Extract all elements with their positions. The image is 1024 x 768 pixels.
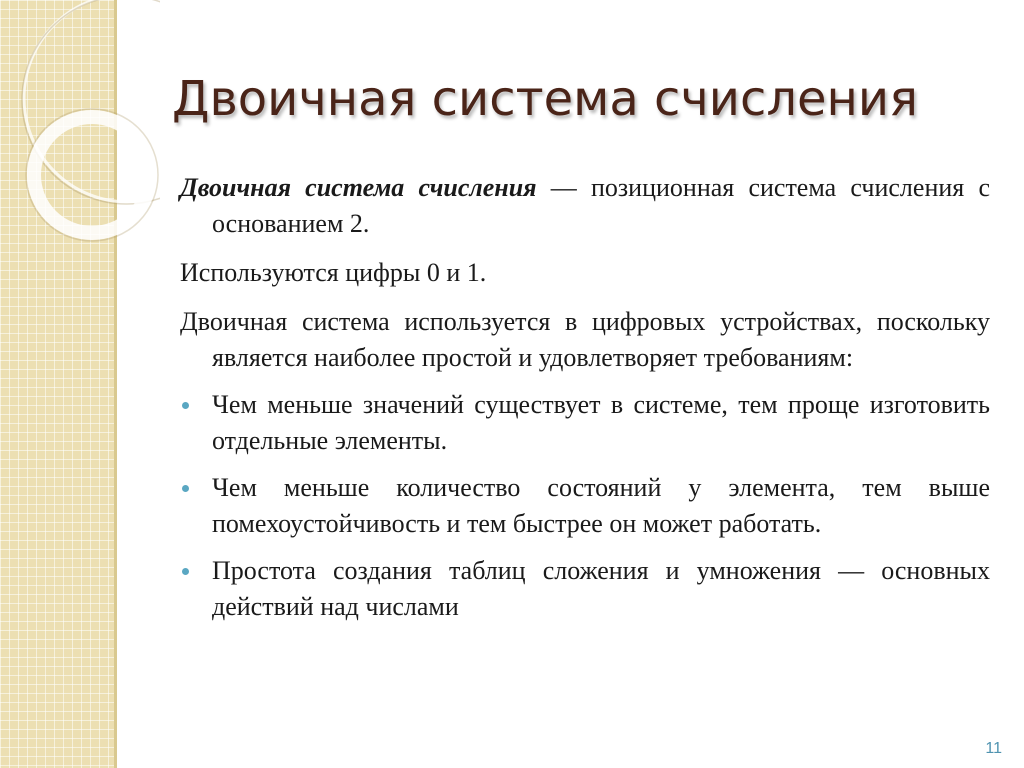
usage-paragraph: Двоичная система используется в цифровых устройствах, поскольку является наиболее простой и удовлетворяет требованиям: [180, 307, 990, 372]
decorative-ring-large [24, 0, 160, 202]
slide-body [180, 170, 990, 636]
digits-paragraph: Используются цифры 0 и 1. [180, 258, 487, 287]
decorative-ring-small-shadow [26, 109, 158, 241]
definition-term: Двоичная система счисления [180, 173, 537, 202]
decorative-rings [0, 0, 160, 320]
bullet-dot-icon [182, 485, 189, 492]
list-item [180, 470, 990, 542]
definition-paragraph [180, 170, 990, 242]
bullet-dot-icon [182, 402, 189, 409]
list-item-text: Чем меньше количество состояний у элемента, тем выше помехоустойчивость и тем быстрее он может работать. [212, 473, 990, 538]
decorative-ring-large-shadow [22, 0, 160, 204]
slide-title: Двоичная система счисления [172, 71, 918, 127]
definition-text: — позиционная система счисления с основанием 2. [212, 173, 990, 238]
list-item [180, 387, 990, 459]
list-item-text: Чем меньше значений существует в системе, тем проще изготовить отдельные элементы. [212, 390, 990, 455]
list-item-text: Простота создания таблиц сложения и умножения — основных действий над числами [212, 556, 990, 621]
decorative-ring-small [34, 117, 150, 233]
list-item [180, 553, 990, 625]
bullet-dot-icon [182, 568, 189, 575]
page-number: 11 [985, 740, 1002, 757]
